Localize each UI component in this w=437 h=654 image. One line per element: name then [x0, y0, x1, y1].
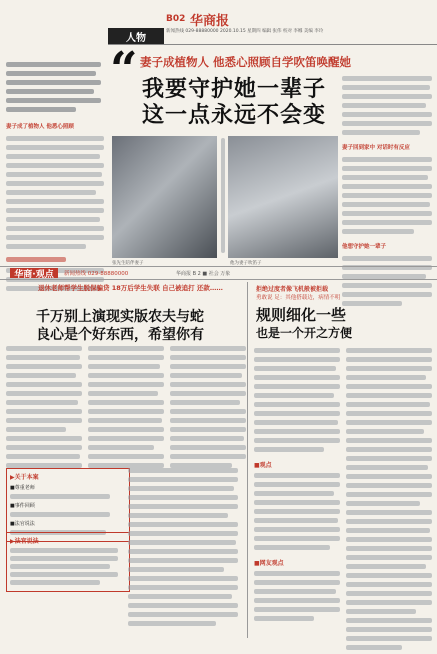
bl-box-1 — [6, 468, 130, 542]
bl-headline-1: 千万别上演现实版农夫与蛇 — [36, 309, 204, 325]
bottom-left-story — [0, 282, 246, 640]
left-column — [6, 62, 106, 295]
br-headline-1: 规则细化一些 — [256, 306, 347, 324]
section-bar — [0, 266, 437, 280]
hotline: 新闻热线 029-88880000 — [64, 271, 129, 277]
br-col-2 — [346, 348, 432, 654]
bl-item-0: ■尊重老师 — [10, 485, 35, 491]
top-story — [0, 42, 437, 266]
br-box-2-title: ■网友观点 — [254, 560, 284, 567]
paper-logo: 华商报 — [190, 14, 230, 29]
bl-box-2 — [6, 532, 130, 592]
masthead-rule — [108, 44, 437, 45]
bl-box-2-title: ▶法官说法 — [10, 538, 39, 545]
bl-item-1: ■事件回顾 — [10, 503, 35, 509]
right-subhead-2: 他想守护她一辈子 — [342, 244, 387, 250]
page-number: B02 — [166, 14, 186, 24]
top-kicker: 妻子成植物人 他悉心照顾自学吹笛唤醒她 — [140, 55, 352, 69]
top-headline-2: 这一点永远不会变 — [142, 103, 327, 128]
bl-col-right — [128, 468, 240, 630]
br-kicker-2: 勇敢说 足：其他搭载边，病情不明 — [256, 295, 341, 301]
masthead-info: 新闻热线 029-88880000 2020.10.15 星期四 编辑 张伟 校对 李娜 美编 李玲 — [166, 29, 324, 34]
photo-caption-2: 他为妻子吹笛子 — [230, 261, 262, 266]
br-headline-2: 也是一个开之方便 — [256, 326, 353, 340]
right-subhead: 妻子回到家中 对话时有反应 — [342, 145, 410, 151]
bl-kicker: 退休老师帮学生脱保骗贷 18万后学生失联 自己被追打 还款…… — [38, 284, 223, 292]
bl-headline-2: 良心是个好东西，希望你有 — [36, 327, 204, 343]
masthead — [0, 0, 437, 44]
story-photo-main — [112, 136, 217, 258]
bl-box-1-title: ▶关于本案 — [10, 474, 39, 481]
story-photo-secondary — [228, 136, 338, 258]
bl-columns — [6, 346, 244, 472]
column-divider — [247, 282, 248, 638]
bar-editor: 华商报 B 2 ■ 社会 万象 — [176, 271, 231, 277]
bl-item-2: ■法官说法 — [10, 521, 35, 527]
photo-caption-1: 张先生陪伴妻子 — [112, 261, 144, 266]
br-box-1-title: ■观点 — [254, 462, 272, 469]
br-col-1 — [254, 348, 340, 625]
bottom-right-story — [250, 282, 437, 640]
top-headline-1: 我要守护她一辈子 — [142, 77, 327, 102]
section-tab: 人物 — [108, 28, 164, 44]
lead-subhead: 妻子成了植物人 他悉心照顾 — [6, 124, 74, 130]
quote-mark: “ — [110, 42, 138, 98]
br-kicker: 拒绝过度者像飞机般被拒载 — [256, 286, 329, 293]
huashang-label: 华商·观点 — [10, 268, 58, 278]
